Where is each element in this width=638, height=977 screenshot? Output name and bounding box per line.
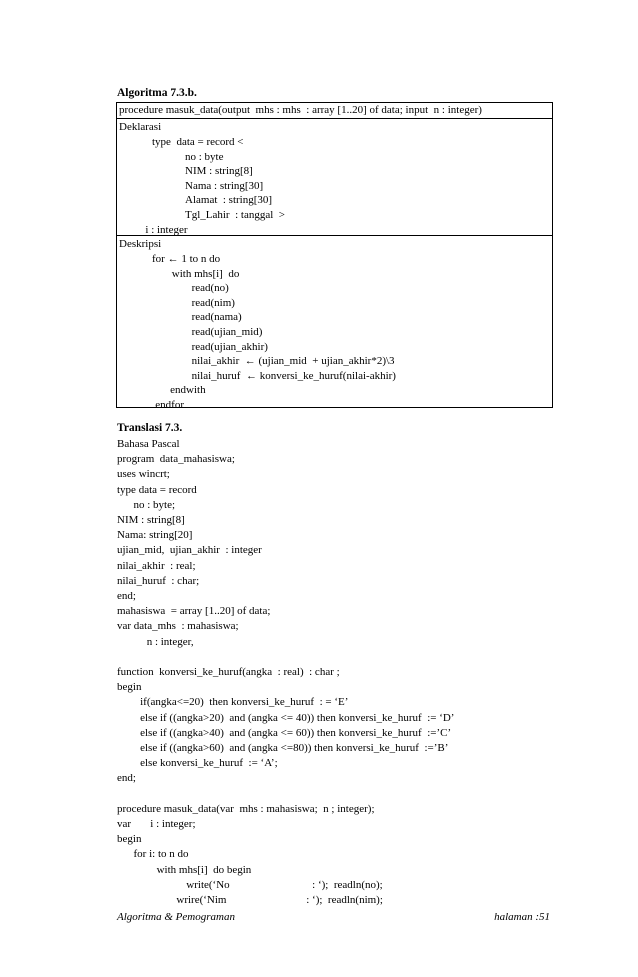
- description-line: nilai_akhir ← (ujian_mid + ujian_akhir*2)\3: [191, 355, 395, 368]
- description-section: [117, 236, 552, 411]
- description-label: Deskripsi: [119, 238, 162, 250]
- code-line: var i : integer;: [117, 818, 196, 830]
- code-line: Bahasa Pascal: [117, 438, 180, 450]
- footer-page-number: halaman :51: [494, 911, 550, 923]
- code-line: nilai_huruf : char;: [117, 574, 200, 587]
- description-line: endwith: [170, 384, 206, 397]
- code-line: begin: [117, 833, 142, 846]
- declaration-line: Nama : string[30]: [185, 179, 264, 192]
- description-line: read(ujian_akhir): [191, 340, 268, 353]
- translation-title: Translasi 7.3.: [117, 422, 183, 434]
- declaration-line: Alamat : string[30]: [185, 194, 273, 207]
- code-line: uses wincrt;: [117, 468, 170, 481]
- code-line: n : integer,: [146, 635, 194, 648]
- declaration-line: Tgl_Lahir : tanggal >: [185, 209, 285, 221]
- algorithm-header: procedure masuk_data(output mhs : mhs : array [1..20] of data; input n : integer): [119, 104, 482, 116]
- description-line: read(nama): [191, 311, 242, 324]
- description-line: nilai_huruf ← konversi_ke_huruf(nilai-akhir): [191, 369, 396, 382]
- code-line: var data_mhs : mahasiswa;: [117, 620, 239, 633]
- code-line: else konversi_ke_huruf := ‘A’;: [140, 757, 278, 770]
- code-line: NIM : string[8]: [117, 514, 185, 526]
- code-line: begin: [117, 681, 142, 694]
- code-line: end;: [117, 772, 136, 785]
- code-line: wrire(‘Nim : ‘); readln(nim);: [176, 894, 383, 906]
- code-line: procedure masuk_data(var mhs : mahasiswa; n ; integer);: [117, 802, 375, 815]
- description-line: for ← 1 to n do: [152, 253, 221, 265]
- code-line: if(angka<=20) then konversi_ke_huruf : = ‘E’: [140, 696, 349, 709]
- footer-book-title: Algoritma & Pemograman: [117, 911, 235, 923]
- algorithm-header-row: [117, 103, 552, 119]
- code-line: else if ((angka>40) and (angka <= 60)) then konversi_ke_huruf :=’C’: [140, 726, 452, 739]
- code-line: for i: to n do: [133, 848, 189, 861]
- declaration-line: no : byte: [185, 150, 224, 163]
- declaration-line: type data = record <: [152, 136, 244, 148]
- description-line: endfor: [155, 399, 185, 411]
- code-line: with mhs[i] do begin: [156, 863, 252, 876]
- code-line: Nama: string[20]: [117, 529, 193, 542]
- description-line: with mhs[i] do: [171, 267, 240, 280]
- declaration-line: i : integer: [145, 223, 188, 236]
- code-line: program data_mahasiswa;: [117, 453, 235, 466]
- code-line: no : byte;: [133, 498, 176, 511]
- code-line: write(‘No : ‘); readln(no);: [186, 878, 383, 891]
- description-line: read(nim): [191, 296, 235, 309]
- description-line: read(no): [191, 282, 229, 295]
- code-line: else if ((angka>60) and (angka <=80)) then konversi_ke_huruf :=’B’: [140, 742, 449, 754]
- algorithm-title: Algoritma 7.3.b.: [117, 87, 197, 99]
- declaration-label: Deklarasi: [119, 121, 162, 133]
- code-line: nilai_akhir : real;: [117, 559, 196, 572]
- description-line: read(ujian_mid): [191, 326, 263, 338]
- code-line: mahasiswa = array [1..20] of data;: [117, 605, 271, 618]
- code-line: function konversi_ke_huruf(angka : real) : char ;: [117, 666, 340, 678]
- code-line: end;: [117, 590, 136, 602]
- code-line: ujian_mid, ujian_akhir : integer: [117, 544, 262, 557]
- code-line: else if ((angka>20) and (angka <= 40)) then konversi_ke_huruf := ‘D’: [140, 711, 455, 724]
- declaration-section: [117, 119, 552, 236]
- declaration-line: NIM : string[8]: [185, 165, 253, 178]
- algorithm-box: [116, 102, 553, 411]
- code-line: type data = record: [117, 483, 197, 496]
